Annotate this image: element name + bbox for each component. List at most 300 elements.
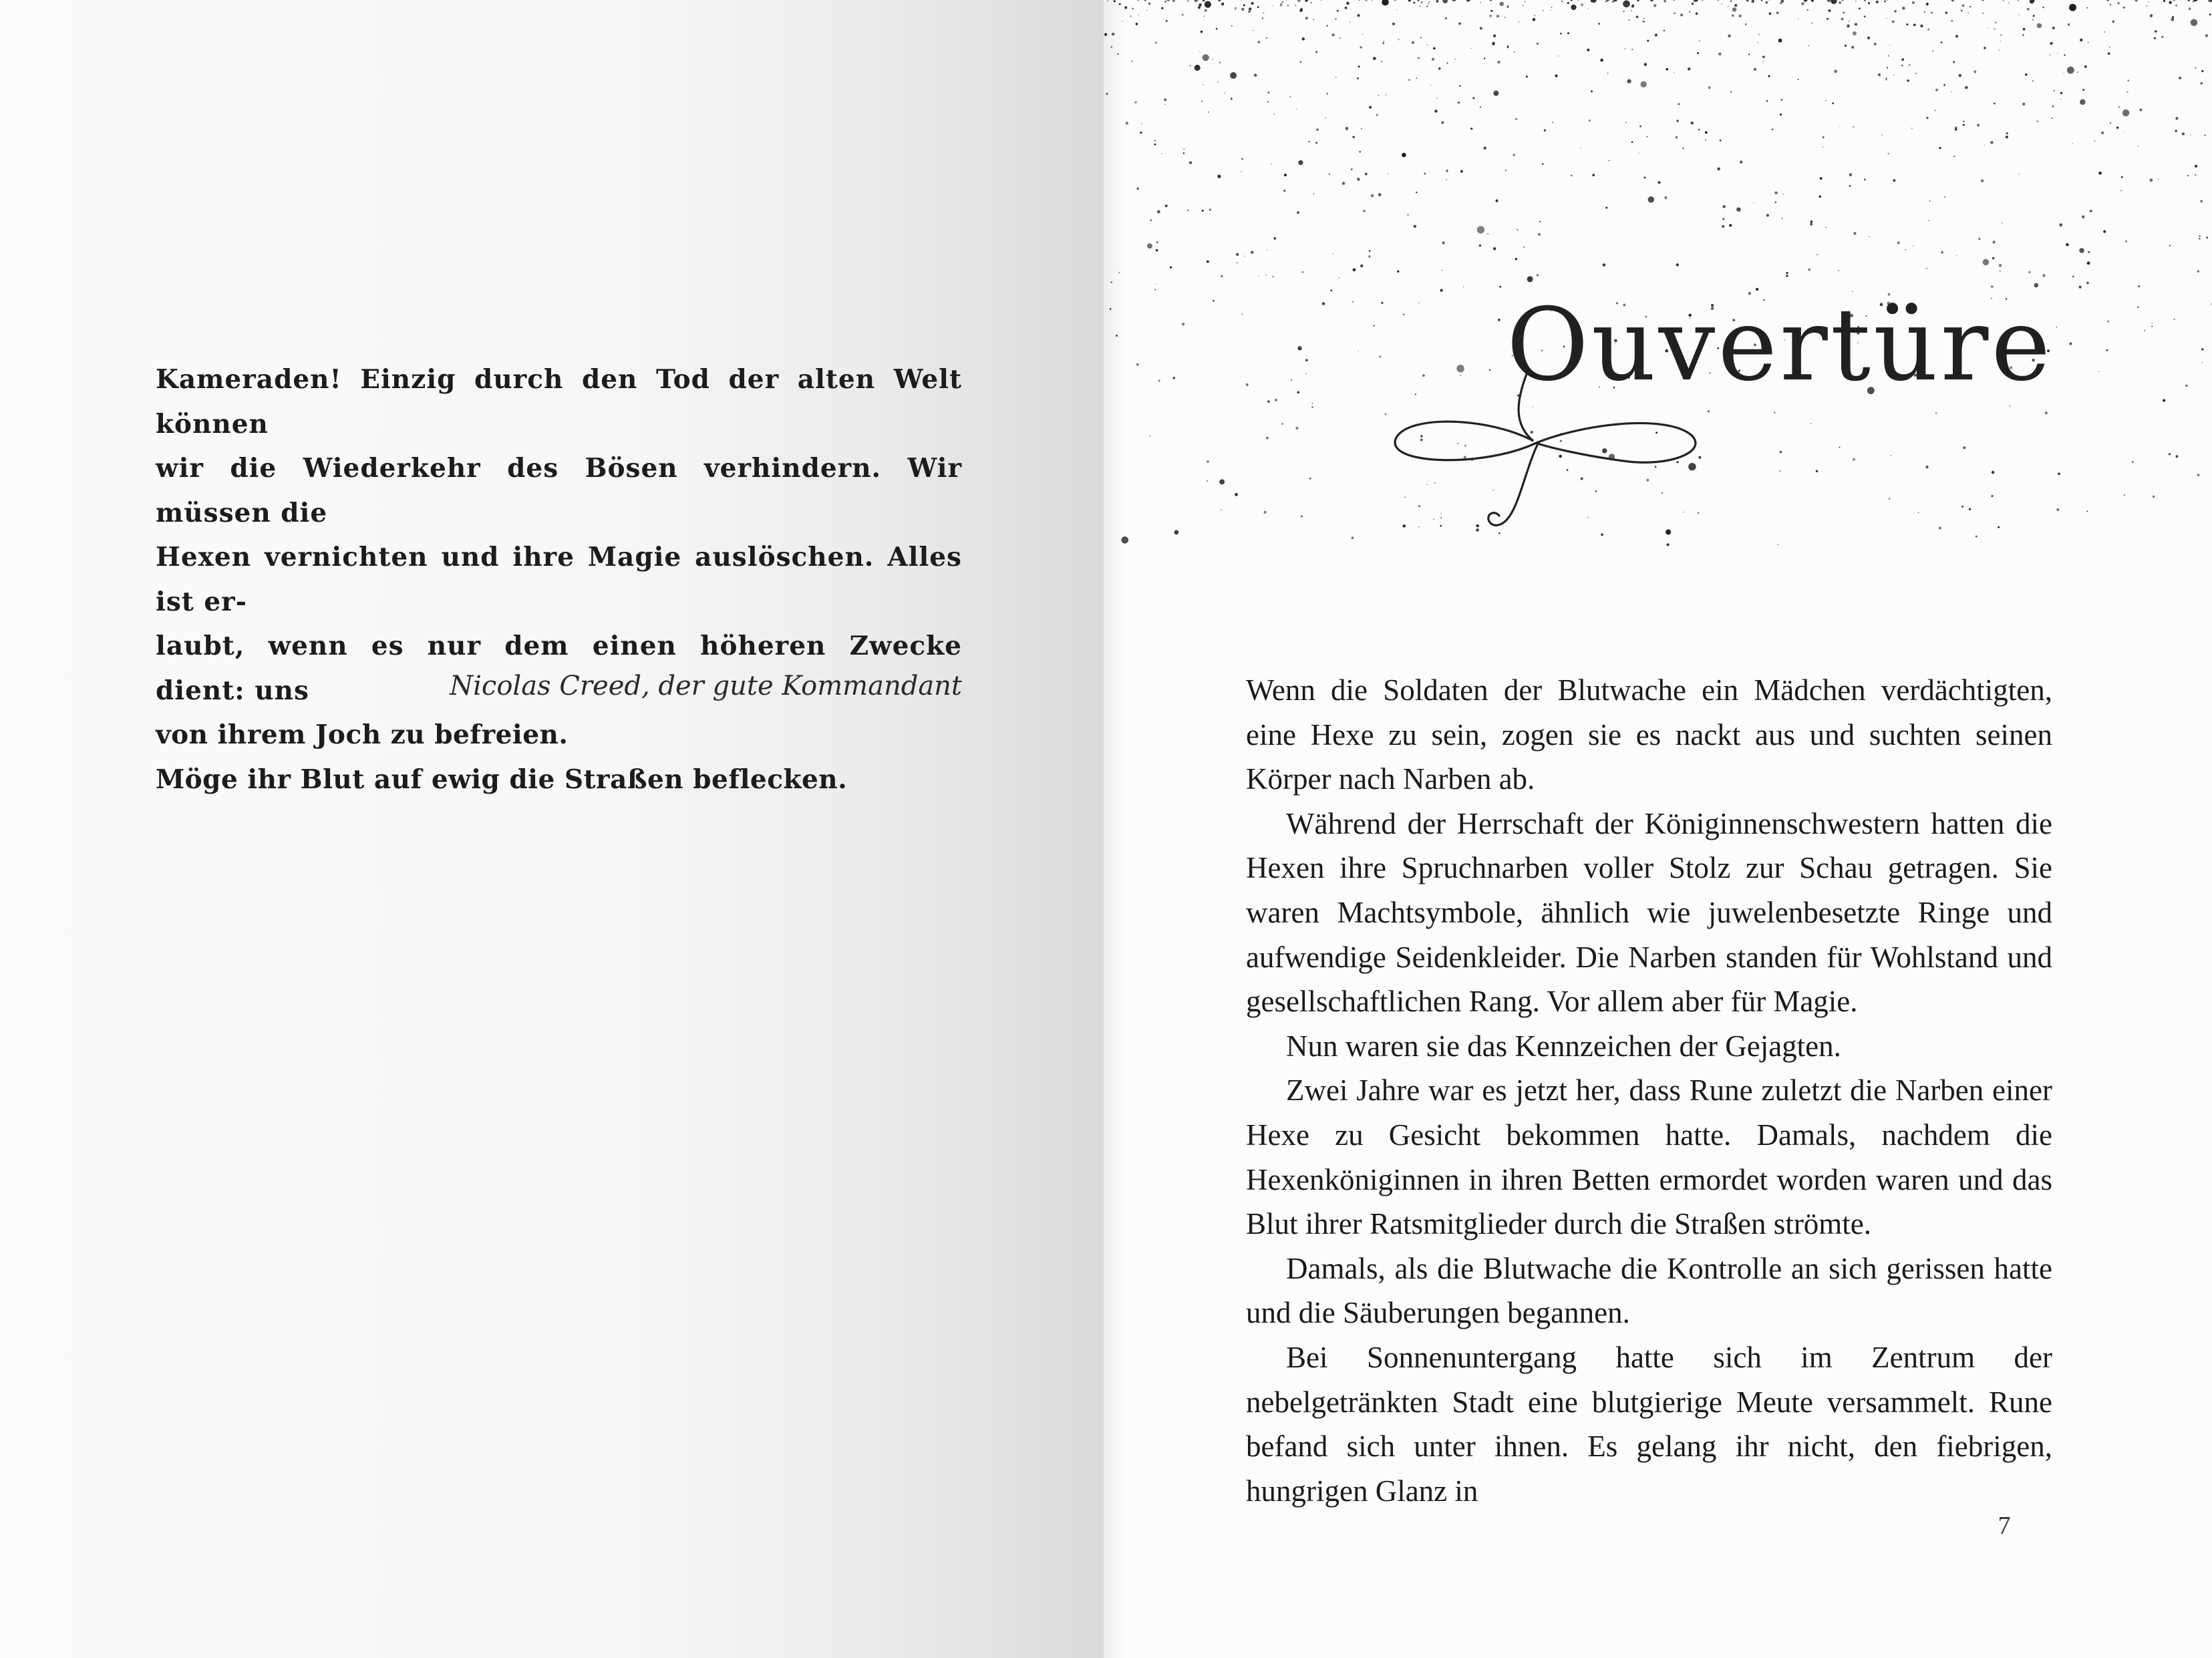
ink-dot (1853, 31, 1857, 35)
ink-dot (1216, 28, 1218, 30)
ink-dot (1912, 1, 1915, 4)
ink-dot (1499, 2, 1504, 7)
ink-dot (1718, 53, 1721, 55)
ink-dot (1209, 208, 1211, 210)
ink-dot (1808, 45, 1810, 47)
ink-dot (1951, 0, 1954, 1)
ink-dot (1301, 8, 1303, 10)
ink-dot (1284, 174, 1287, 176)
ink-dot (1398, 39, 1400, 40)
ink-dot (1300, 61, 1302, 63)
ink-dot (1258, 276, 1259, 277)
ink-dot (2149, 1, 2150, 3)
ink-dot (1965, 86, 1968, 90)
ink-dot (1384, 3, 1386, 5)
ink-dot (1266, 37, 1267, 39)
ink-dot (2032, 1, 2033, 2)
ink-dot (2101, 132, 2104, 134)
ink-dot (1326, 93, 1327, 94)
ink-dot (1403, 314, 1404, 315)
ink-dot (1928, 220, 1929, 221)
ink-dot (1592, 174, 1595, 176)
ink-dot (2144, 330, 2145, 331)
ink-dot (1598, 23, 1600, 25)
ink-dot (2172, 16, 2174, 18)
ink-dot (2195, 67, 2196, 69)
paragraph: Wenn die Soldaten der Blutwache ein Mädchen verdächtigten, eine Hexe zu sein, zogen sie es nackt aus und suchten seinen Körper nach Narben ab. (1246, 673, 2052, 796)
ink-dot (1990, 141, 1994, 144)
ink-dot (1581, 3, 1583, 5)
ink-dot (1480, 2, 1481, 3)
ink-dot (1632, 4, 1634, 6)
ink-dot (1312, 403, 1313, 404)
ink-dot (2006, 132, 2008, 134)
epigraph-line: wir die Wiederkehr des Bösen verhindern. Wir müssen die (156, 453, 962, 528)
ink-dot (1739, 15, 1742, 17)
ink-dot (1353, 136, 1355, 138)
ink-dot (1851, 46, 1854, 49)
ink-dot (1490, 0, 1492, 1)
ink-dot (1432, 58, 1434, 61)
ink-dot (1864, 0, 1866, 1)
ink-dot (1807, 9, 1808, 11)
ink-dot (1205, 9, 1207, 12)
ink-dot (1493, 91, 1498, 96)
ink-dot (2106, 349, 2108, 351)
ink-dot (2161, 36, 2163, 38)
ink-dot (2205, 135, 2206, 136)
ink-dot (1688, 67, 1690, 70)
ink-dot (1935, 110, 1936, 111)
ink-dot (1839, 447, 1841, 448)
ink-dot (1887, 67, 1888, 68)
ink-dot (1776, 12, 1778, 14)
ink-dot (1144, 0, 1146, 1)
ink-dot (1147, 243, 1152, 248)
ink-dot (2068, 23, 2070, 25)
ink-dot (1758, 34, 1760, 35)
ink-dot (1804, 0, 1806, 2)
ink-dot (1412, 41, 1414, 44)
ink-dot (2080, 100, 2085, 105)
ink-dot (2208, 0, 2212, 2)
ink-dot (1992, 240, 1995, 243)
ink-dot (2022, 103, 2025, 106)
ink-dot (1849, 21, 1850, 22)
ink-dot (1203, 84, 1204, 86)
ink-dot (1235, 493, 1238, 496)
ink-dot (1849, 185, 1851, 187)
ink-dot (1961, 10, 1962, 11)
ink-dot (1674, 13, 1676, 15)
chapter-body (1246, 668, 2052, 1513)
ink-dot (1801, 2, 1804, 5)
ink-dot (1927, 3, 1929, 4)
ink-dot (2179, 77, 2181, 79)
ink-dot (2037, 23, 2042, 28)
ink-dot (1315, 142, 1317, 144)
ink-dot (1580, 147, 1581, 148)
ink-dot (1657, 181, 1660, 184)
ink-dot (2086, 282, 2089, 285)
ink-dot (1213, 300, 1215, 302)
ink-dot (1430, 85, 1431, 86)
ink-dot (1867, 37, 1871, 40)
ink-dot (1381, 61, 1382, 62)
ink-dot (1864, 179, 1866, 181)
ink-dot (2125, 240, 2127, 242)
ink-dot (1164, 1, 1166, 3)
ink-dot (1560, 33, 1562, 35)
ink-dot (1953, 156, 1955, 157)
ink-dot (1316, 128, 1319, 131)
ink-dot (1251, 2, 1254, 5)
ink-dot (2069, 342, 2072, 345)
ink-dot (1155, 41, 1157, 43)
ink-dot (1571, 0, 1573, 1)
ink-dot (1164, 98, 1166, 101)
ink-dot (1963, 124, 1965, 126)
ink-dot (1591, 90, 1593, 92)
ink-dot (2000, 271, 2001, 272)
ink-dot (1864, 15, 1866, 17)
ink-dot (1505, 17, 1506, 18)
ink-dot (2110, 122, 2111, 124)
ink-dot (1518, 21, 1519, 23)
ink-dot (2000, 35, 2002, 36)
ink-dot (2201, 82, 2203, 84)
ink-dot (1969, 508, 1971, 510)
ink-dot (1440, 289, 1442, 292)
ink-dot (1680, 13, 1683, 16)
ink-dot (1854, 232, 1857, 234)
ink-dot (1205, 1, 1211, 7)
ink-dot (2197, 474, 2199, 476)
ink-dot (2027, 8, 2030, 11)
ink-dot (1302, 37, 1305, 40)
ink-dot (1379, 355, 1381, 357)
ink-dot (1647, 136, 1648, 138)
ink-dot (1459, 85, 1461, 87)
ink-dot (1224, 93, 1225, 94)
ink-dot (1969, 6, 1971, 7)
ink-dot (1203, 54, 1209, 61)
ink-dot (1373, 57, 1376, 60)
ink-dot (1690, 122, 1694, 125)
ink-dot (1578, 0, 1579, 1)
ink-dot (1230, 72, 1237, 79)
ink-dot (1605, 1, 1607, 3)
ink-dot (1189, 65, 1191, 66)
ink-dot (1567, 2, 1570, 5)
ink-dot (2064, 54, 2065, 55)
ink-dot (2052, 106, 2054, 108)
ink-dot (1901, 58, 1904, 61)
ink-dot (1513, 154, 1515, 156)
ink-dot (1507, 6, 1509, 8)
ink-dot (1819, 195, 1821, 197)
ink-dot (1499, 286, 1501, 288)
ink-dot (1780, 451, 1782, 453)
ink-dot (1839, 1, 1841, 4)
ink-dot (1587, 8, 1588, 9)
ink-dot (2036, 121, 2038, 122)
ink-dot (1505, 170, 1507, 171)
ink-dot (1195, 0, 1198, 2)
ink-dot (2098, 371, 2100, 372)
ink-dot (2193, 1, 2195, 3)
ink-dot (1666, 68, 1668, 71)
ink-dot (2126, 92, 2128, 93)
ink-dot (1992, 471, 1994, 474)
ink-dot (1136, 188, 1138, 190)
ink-dot (1149, 436, 1150, 437)
ink-dot (1353, 269, 1356, 272)
ink-dot (1664, 30, 1665, 31)
ink-dot (1148, 3, 1151, 5)
ink-dot (1951, 20, 1953, 22)
ink-dot (1998, 526, 2000, 528)
ink-dot (2121, 176, 2123, 178)
ink-dot (1329, 173, 1330, 174)
ink-dot (1745, 23, 1747, 25)
ink-dot (1775, 202, 1776, 203)
ink-dot (1281, 423, 1283, 425)
ink-dot (1786, 275, 1788, 277)
ink-dot (1920, 25, 1923, 27)
ink-dot (1458, 22, 1461, 25)
ink-dot (1515, 258, 1517, 260)
ink-dot (1429, 1, 1430, 3)
ink-dot (1480, 27, 1482, 30)
ink-dot (1414, 225, 1416, 228)
ink-dot (2173, 0, 2175, 1)
ink-dot (1219, 61, 1221, 63)
ink-dot (1983, 259, 1989, 265)
ink-dot (1346, 2, 1350, 5)
ink-dot (1357, 14, 1360, 17)
ink-dot (2072, 276, 2074, 277)
ink-dot (1378, 193, 1382, 196)
ink-dot (2150, 14, 2153, 17)
ink-dot (2174, 319, 2175, 320)
ink-dot (1161, 153, 1162, 154)
ink-dot (1772, 129, 1774, 131)
ink-dot (1527, 276, 1533, 282)
ink-dot (1266, 437, 1269, 440)
ink-dot (1769, 13, 1772, 15)
ink-dot (1644, 63, 1647, 66)
ink-dot (2189, 7, 2191, 10)
ink-dot (2112, 21, 2114, 23)
ink-dot (1992, 257, 1994, 259)
ink-dot (1442, 270, 1443, 271)
ink-dot (1493, 247, 1496, 250)
ink-dot (1282, 1, 1283, 3)
ink-dot (1498, 319, 1500, 321)
ink-dot (1886, 17, 1887, 19)
ink-dot (1869, 236, 1871, 237)
ink-dot (1201, 100, 1203, 102)
ink-dot (1887, 0, 1888, 1)
ink-dot (1369, 106, 1372, 108)
ink-dot (1642, 20, 1645, 23)
ink-dot (1442, 241, 1445, 244)
ink-dot (1183, 152, 1184, 154)
ink-dot (1254, 73, 1257, 77)
ink-dot (1768, 75, 1770, 77)
ink-dot (1939, 526, 1941, 529)
ink-dot (1888, 153, 1889, 154)
ink-dot (1335, 77, 1337, 78)
ink-dot (1189, 161, 1193, 164)
ink-dot (1335, 18, 1336, 19)
ink-dot (1311, 2, 1312, 3)
ink-dot (1571, 5, 1576, 10)
ink-dot (1721, 3, 1722, 5)
ink-dot (1493, 34, 1496, 37)
ink-dot (1368, 255, 1370, 257)
ink-dot (2146, 5, 2147, 7)
ink-dot (2052, 27, 2055, 29)
ink-dot (1963, 121, 1964, 122)
ink-dot (1722, 218, 1724, 220)
ink-dot (1955, 128, 1957, 131)
ink-dot (1943, 84, 1945, 86)
ink-dot (1309, 478, 1311, 480)
ink-dot (2002, 222, 2003, 224)
ink-dot (1305, 0, 1307, 2)
ink-dot (1625, 122, 1627, 123)
ink-dot (1326, 25, 1328, 27)
ink-dot (2117, 2, 2120, 5)
ink-dot (1257, 41, 1260, 43)
ink-dot (1728, 34, 1730, 37)
ink-dot (2175, 5, 2177, 7)
ink-dot (1631, 49, 1633, 50)
ink-dot (1155, 283, 1156, 284)
ink-dot (1484, 147, 1486, 150)
ink-dot (2087, 262, 2090, 265)
ink-dot (1150, 219, 1152, 220)
ink-dot (2084, 65, 2087, 68)
ink-dot (1641, 81, 1647, 88)
ink-dot (1555, 74, 1557, 77)
ink-dot (1894, 10, 1897, 13)
ink-dot (2123, 7, 2125, 9)
ink-dot (2176, 455, 2179, 458)
ink-dot (1339, 37, 1341, 39)
ink-dot (1648, 196, 1655, 203)
ink-dot (2090, 210, 2092, 212)
ink-dot (2022, 34, 2024, 36)
ink-dot (1164, 104, 1165, 105)
ink-dot (1357, 77, 1359, 79)
ink-dot (1961, 506, 1963, 508)
ink-dot (1935, 89, 1938, 92)
ink-dot (1859, 7, 1861, 9)
ink-dot (2191, 19, 2198, 27)
ink-dot (1385, 94, 1386, 96)
ink-dot (2032, 80, 2034, 81)
paragraph: Bei Sonnenuntergang hatte sich im Zentrum der nebelgetränkten Stadt eine blutgierige Meute versammelt. Rune befand sich unter ihnen. Es gelang ihr nicht, den fiebrigen, hungrigen Glanz in (1246, 1340, 2052, 1508)
ink-dot (1262, 17, 1263, 19)
ink-dot (2163, 399, 2165, 401)
ink-dot (1421, 1, 1422, 3)
ink-dot (1571, 174, 1573, 176)
ink-dot (1522, 5, 1523, 6)
ink-dot (1526, 75, 1528, 77)
ink-dot (2060, 92, 2062, 94)
ink-dot (2187, 0, 2190, 1)
ink-dot (1172, 377, 1174, 379)
ink-dot (2205, 34, 2208, 37)
ink-dot (1243, 4, 1245, 6)
ink-dot (1490, 10, 1492, 12)
ink-dot (2010, 405, 2011, 407)
ink-dot (1241, 158, 1243, 160)
ink-dot (2079, 286, 2082, 289)
ink-dot (1484, 57, 1485, 59)
ink-dot (1944, 196, 1945, 198)
ink-dot (1183, 149, 1184, 150)
ink-dot (2067, 67, 2074, 74)
ink-dot (1754, 68, 1756, 71)
ink-dot (1441, 121, 1444, 124)
ink-dot (1218, 81, 1219, 82)
ink-dot (1297, 211, 1299, 214)
ink-dot (1994, 102, 1996, 104)
ink-dot (1382, 42, 1384, 44)
ink-dot (1248, 11, 1250, 13)
ink-dot (1905, 249, 1907, 251)
ink-dot (1309, 141, 1310, 142)
ink-dot (1696, 12, 1698, 15)
ink-dot (1845, 45, 1847, 47)
ink-dot (2118, 106, 2120, 108)
ink-dot (1841, 18, 1844, 21)
ink-dot (1378, 95, 1380, 96)
ink-dot (1132, 8, 1134, 9)
ink-dot (2209, 13, 2211, 15)
ink-dot (2066, 243, 2069, 246)
ink-dot (1156, 249, 1158, 252)
ink-dot (1539, 221, 1541, 222)
ink-dot (1237, 262, 1238, 263)
ink-dot (1832, 102, 1834, 104)
ink-dot (1538, 233, 1541, 236)
epigraph-line: von ihrem Joch zu befreien. (156, 719, 569, 750)
ink-dot (1315, 51, 1317, 53)
ink-dot (1567, 32, 1569, 34)
ink-dot (2088, 41, 2089, 43)
ink-dot (1396, 9, 1397, 10)
ink-dot (2139, 109, 2142, 112)
ink-dot (1935, 412, 1937, 414)
ink-dot (1730, 0, 1732, 1)
ink-dot (2199, 235, 2201, 236)
ink-dot (1392, 23, 1395, 25)
ink-dot (2163, 0, 2165, 2)
ink-dot (2201, 70, 2203, 72)
ink-dot (1977, 124, 1980, 127)
ink-dot (1359, 0, 1360, 1)
ink-dot (2104, 31, 2105, 33)
ink-dot (1907, 79, 1909, 82)
ink-dot (1636, 15, 1639, 18)
ink-dot (1373, 325, 1374, 326)
ink-dot (2018, 0, 2019, 1)
